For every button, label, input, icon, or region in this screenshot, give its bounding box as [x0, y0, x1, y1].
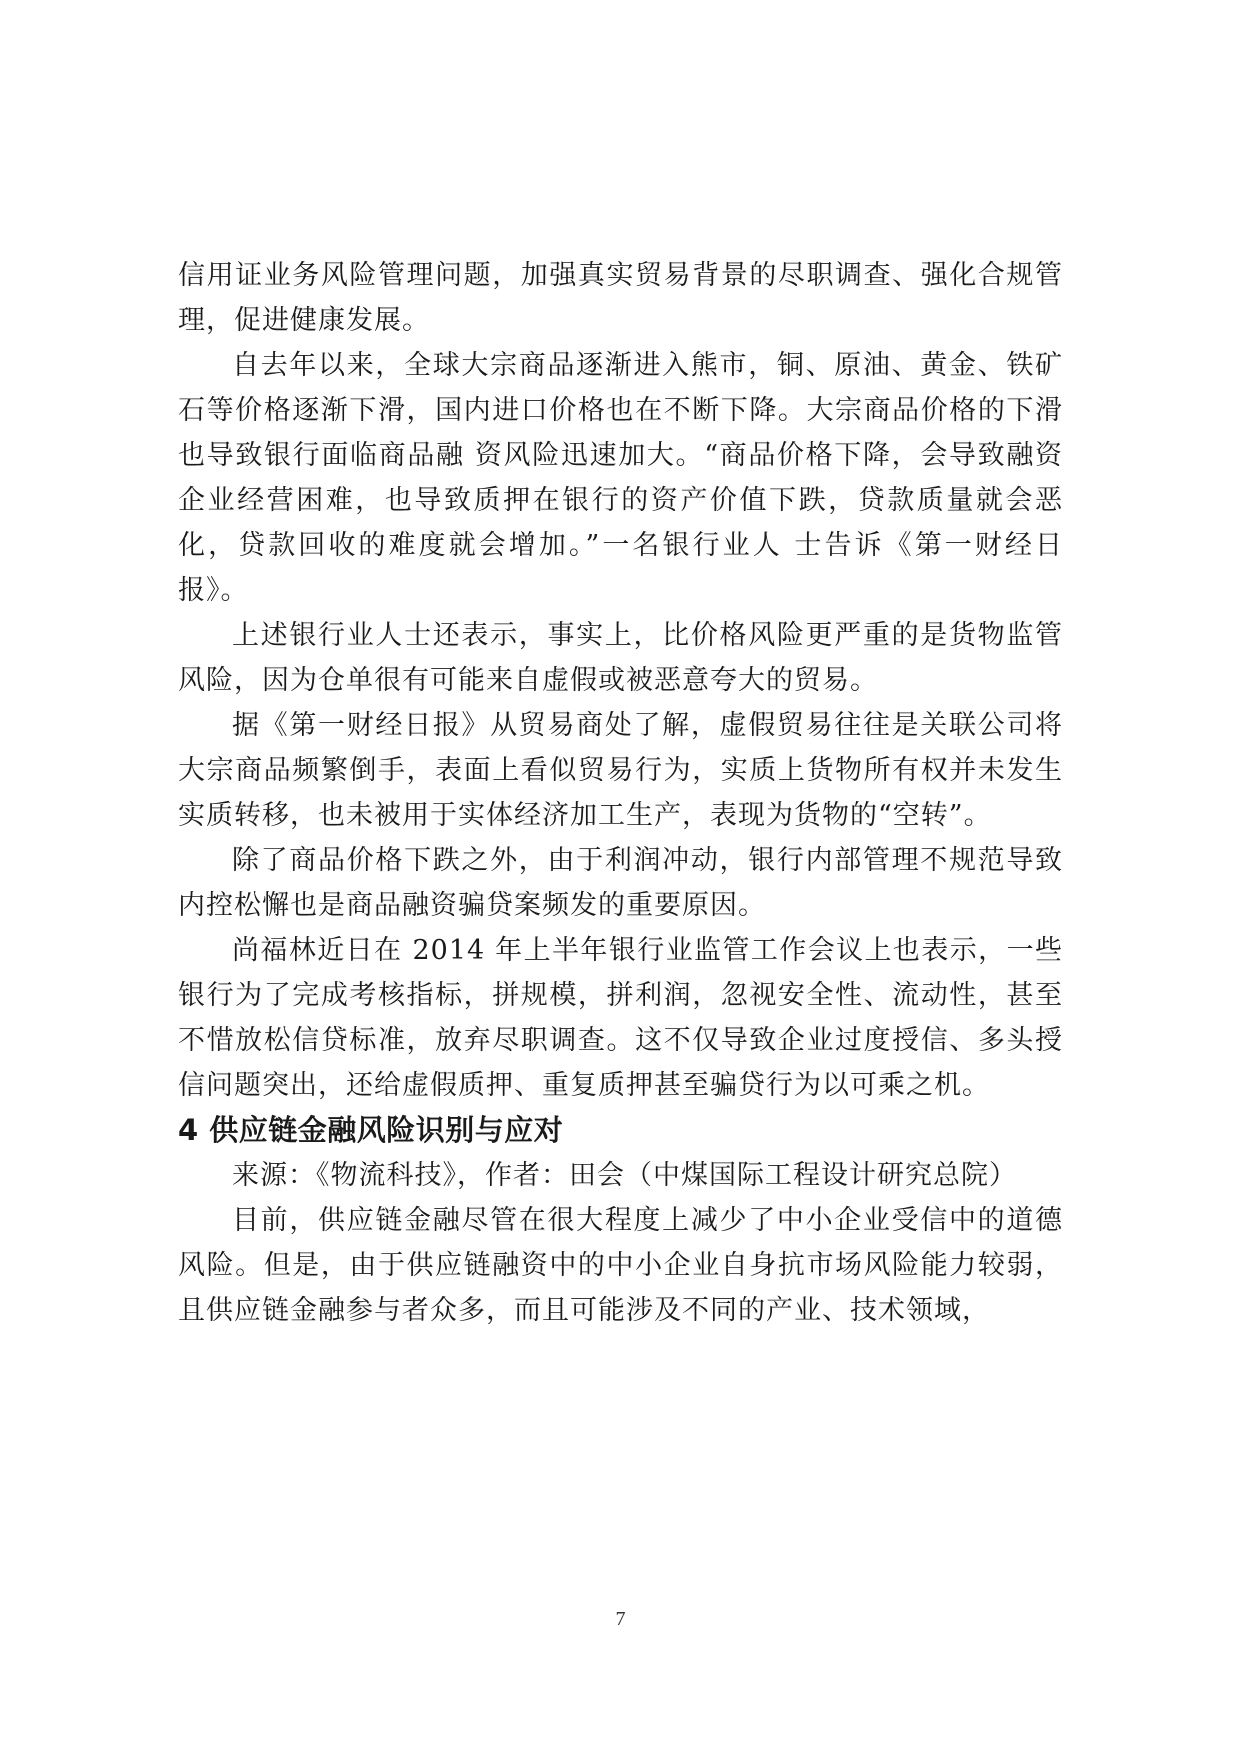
paragraph: 目前，供应链金融尽管在很大程度上减少了中小企业受信中的道德风险。但是，由于供应链融资中的中小企业自身抗市场风险能力较弱，且供应链金融参与者众多，而且可能涉及不同的产业、技术领域，	[178, 1205, 1063, 1326]
page-number: 7	[615, 1608, 626, 1630]
paragraph: 除了商品价格下跌之外，由于利润冲动，银行内部管理不规范导致内控松懈也是商品融资骗贷案频发的重要原因。	[178, 845, 1063, 921]
paragraph-continued: 信用证业务风险管理问题，加强真实贸易背景的尽职调查、强化合规管理，促进健康发展。	[178, 260, 1063, 336]
paragraph: 据《第一财经日报》从贸易商处了解，虚假贸易往往是关联公司将大宗商品频繁倒手，表面上看似贸易行为，实质上货物所有权并未发生实质转移，也未被用于实体经济加工生产，表现为货物的“空转”。	[178, 710, 1063, 831]
paragraph: 尚福林近日在 2014 年上半年银行业监管工作会议上也表示，一些银行为了完成考核指标，拼规模，拼利润，忽视安全性、流动性，甚至不惜放松信贷标准，放弃尽职调查。这不仅导致企业过度授信、多头授信问题突出，还给虚假质押、重复质押甚至骗贷行为以可乘之机。	[178, 935, 1063, 1101]
source-line: 来源：《物流科技》，作者：田会（中煤国际工程设计研究总院）	[232, 1160, 1017, 1191]
section-heading: 4 供应链金融风险识别与应对	[178, 1113, 564, 1147]
page-body	[178, 253, 1063, 1333]
paragraph: 自去年以来，全球大宗商品逐渐进入熊市，铜、原油、黄金、铁矿石等价格逐渐下滑，国内进口价格也在不断下降。大宗商品价格的下滑也导致银行面临商品融 资风险迅速加大。“商品价格下降，会导致融资企业经营困难，也导致质押在银行的资产价值下跌，贷款质量就会恶化，贷款回收的难度就会增加。”一名银行业人 士告诉《第一财经日报》。	[178, 350, 1063, 606]
paragraph: 上述银行业人士还表示，事实上，比价格风险更严重的是货物监管风险，因为仓单很有可能来自虚假或被恶意夸大的贸易。	[178, 620, 1063, 696]
